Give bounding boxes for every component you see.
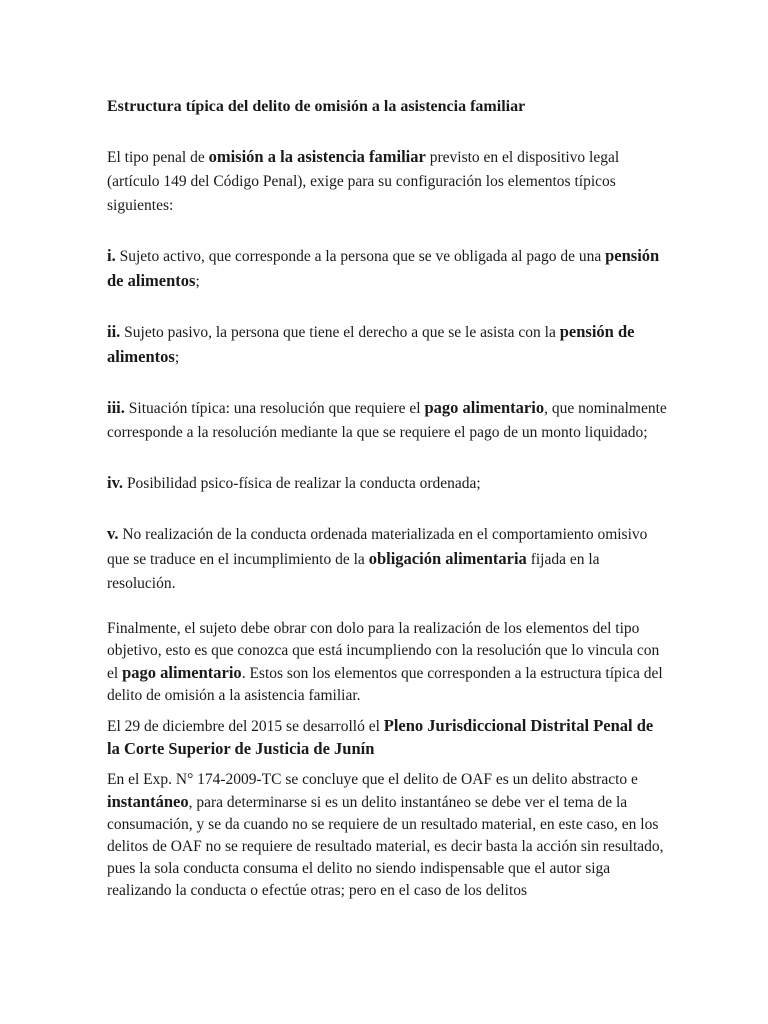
pleno-paragraph — [107, 715, 667, 761]
intro-bold-term: omisión a la asistencia familiar — [208, 147, 426, 166]
item-v-paragraph — [107, 522, 667, 596]
item-v-text-2: fijada en la resolución. — [107, 551, 600, 592]
exp-text-2: , para determinarse si es un delito instantáneo se debe ver el tema de la consumación, y se da cuando no se requiere de un resultado material, en este caso, en los delitos de OAF no se requiere de resultado material, es decir basta la acción sin resultado, pues la sola conducta consuma el delito no siendo indispensable que el autor siga realizando la conducta o efectúe otras; pero en el caso de los delitos — [107, 794, 664, 899]
exp-text-1: En el Exp. N° 174-2009-TC se concluye que el delito de OAF es un delito abstracto e — [107, 771, 638, 788]
item-v-bold-term: obligación alimentaria — [368, 549, 527, 568]
document-heading: Estructura típica del delito de omisión a la asistencia familiar — [107, 98, 526, 115]
document-body — [107, 95, 667, 902]
intro-paragraph — [107, 145, 667, 218]
item-iii-text-1: Situación típica: una resolución que requiere el — [124, 400, 425, 417]
item-i-marker: i. — [107, 246, 116, 265]
item-ii-marker: ii. — [107, 322, 121, 341]
pleno-text-1: El 29 de diciembre del 2015 se desarrolló el — [107, 718, 384, 735]
item-iii-marker: iii. — [107, 398, 125, 417]
item-i-text-1: Sujeto activo, que corresponde a la persona que se ve obligada al pago de una — [115, 248, 606, 265]
intro-text-1: El tipo penal de — [107, 149, 209, 166]
exp-paragraph — [107, 769, 667, 902]
item-ii-bold-term: pensión de alimentos — [107, 322, 635, 366]
item-i-paragraph — [107, 244, 667, 294]
item-iv-paragraph — [107, 471, 667, 496]
item-ii-paragraph — [107, 320, 667, 370]
item-iv-text-1: Posibilidad psico-física de realizar la conducta ordenada; — [123, 475, 481, 492]
item-i-bold-term: pensión de alimentos — [107, 246, 660, 290]
item-iii-paragraph — [107, 396, 667, 445]
final-text-1: Finalmente, el sujeto debe obrar con dolo para la realización de los elementos del tipo objetivo, esto es que conozca que está incumpliendo con la resolución que lo vincula con el — [107, 620, 660, 682]
item-iii-bold-term: pago alimentario — [424, 398, 545, 417]
final-text-2: . Estos son los elementos que corresponden a la estructura típica del delito de omisión a la asistencia familiar. — [107, 665, 663, 704]
item-ii-text-2: ; — [174, 349, 180, 366]
item-iii-text-2: , que nominalmente corresponde a la resolución mediante la que se requiere el pago de un monto liquidado; — [107, 400, 667, 441]
final-bold-term: pago alimentario — [122, 663, 242, 682]
item-ii-text-1: Sujeto pasivo, la persona que tiene el derecho a que se le asista con la — [120, 324, 560, 341]
item-v-text-1: No realización de la conducta ordenada materializada en el comportamiento omisivo que se traduce en el incumplimiento de la — [107, 526, 648, 568]
final-paragraph — [107, 618, 667, 707]
item-iv-marker: iv. — [107, 473, 124, 492]
intro-text-2: previsto en el dispositivo legal (artículo 149 del Código Penal), exige para su configuración los elementos típicos siguientes: — [107, 149, 620, 214]
item-i-text-2: ; — [195, 273, 200, 290]
exp-bold-term: instantáneo — [107, 792, 189, 811]
pleno-bold-term: Pleno Jurisdiccional Distrital Penal de la Corte Superior de Justicia de Junín — [107, 716, 654, 758]
item-v-marker: v. — [107, 524, 119, 543]
